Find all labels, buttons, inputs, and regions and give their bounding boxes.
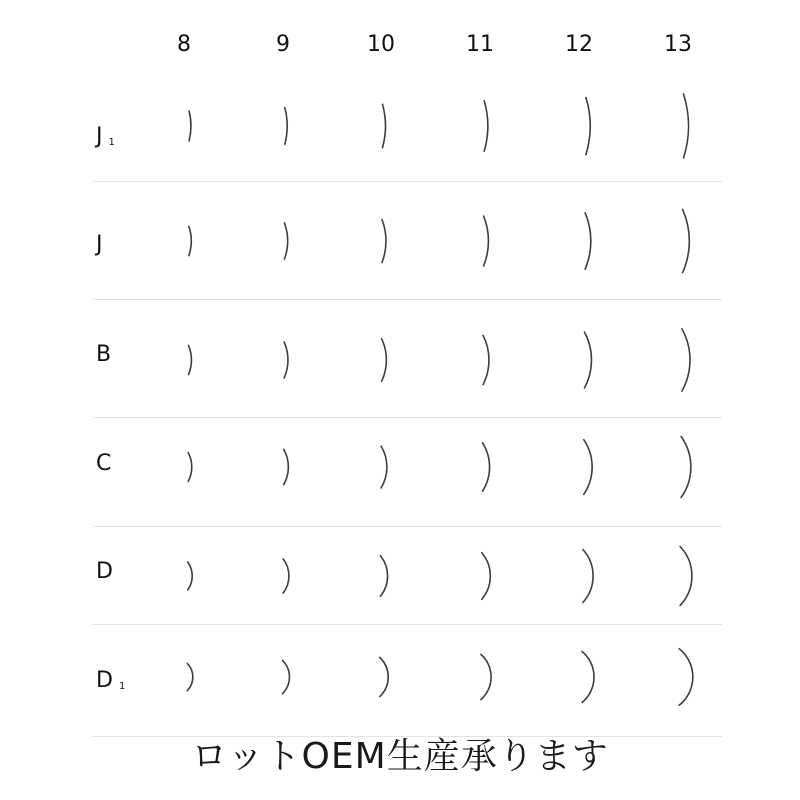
lash-curl-j-11mm: [484, 216, 489, 266]
lash-curl-j1-10mm: [383, 104, 386, 147]
lash-curl-j1-11mm: [484, 101, 488, 151]
lash-curl-d1-8mm: [187, 663, 193, 690]
lash-curl-j-10mm: [382, 220, 386, 263]
lash-curl-j-9mm: [284, 223, 287, 259]
lash-curl-b-11mm: [483, 335, 489, 384]
lash-curl-c-10mm: [381, 446, 387, 488]
lash-curl-c-8mm: [188, 453, 192, 482]
length-header-10: 10: [367, 32, 395, 57]
curl-label-main: D: [96, 668, 113, 693]
lash-curl-d-11mm: [482, 553, 491, 600]
curl-label-main: B: [96, 342, 112, 367]
lash-curl-b-8mm: [189, 345, 192, 374]
length-header-13: 13: [664, 32, 692, 57]
lash-curl-d1-11mm: [481, 654, 491, 699]
lash-curl-d1-9mm: [283, 660, 290, 693]
lash-curl-j-8mm: [189, 226, 191, 255]
lash-curl-j1-8mm: [189, 111, 191, 141]
lash-curl-b-12mm: [585, 332, 592, 388]
lash-curl-j1-9mm: [285, 108, 287, 145]
lash-curl-c-13mm: [681, 437, 691, 498]
lash-curl-j-13mm: [683, 209, 690, 272]
lash-curl-c-12mm: [584, 440, 592, 495]
length-header-8: 8: [177, 32, 191, 57]
lash-curl-d1-10mm: [380, 657, 389, 696]
curl-label-main: D: [96, 559, 113, 584]
length-header-9: 9: [276, 32, 290, 57]
lash-curl-c-9mm: [284, 449, 289, 484]
curl-label-main: J: [96, 232, 103, 257]
length-header-11: 11: [466, 32, 494, 57]
lash-curl-d-8mm: [188, 562, 193, 590]
length-header-12: 12: [565, 32, 593, 57]
lash-curl-b-10mm: [382, 339, 387, 382]
lash-curl-d-10mm: [380, 556, 387, 597]
curl-label-sub: 1: [118, 681, 126, 692]
lash-curl-j1-12mm: [586, 97, 590, 154]
curl-label-main: J: [96, 124, 103, 149]
footer-note: ロットOEM生産承ります: [191, 736, 609, 777]
lash-curl-b-9mm: [284, 342, 288, 378]
curl-label-main: C: [96, 451, 112, 476]
lash-curl-d-12mm: [583, 550, 593, 603]
lash-curl-d1-12mm: [582, 652, 594, 703]
lash-curl-d1-13mm: [679, 649, 693, 706]
lash-curl-d-9mm: [283, 559, 289, 593]
lash-curl-d-13mm: [680, 547, 692, 606]
lash-curl-b-13mm: [682, 329, 690, 391]
curl-label-sub: 1: [108, 137, 115, 148]
lash-curl-j1-13mm: [684, 94, 689, 158]
lash-curl-c-11mm: [483, 443, 490, 491]
lash-curl-j-12mm: [585, 213, 591, 269]
